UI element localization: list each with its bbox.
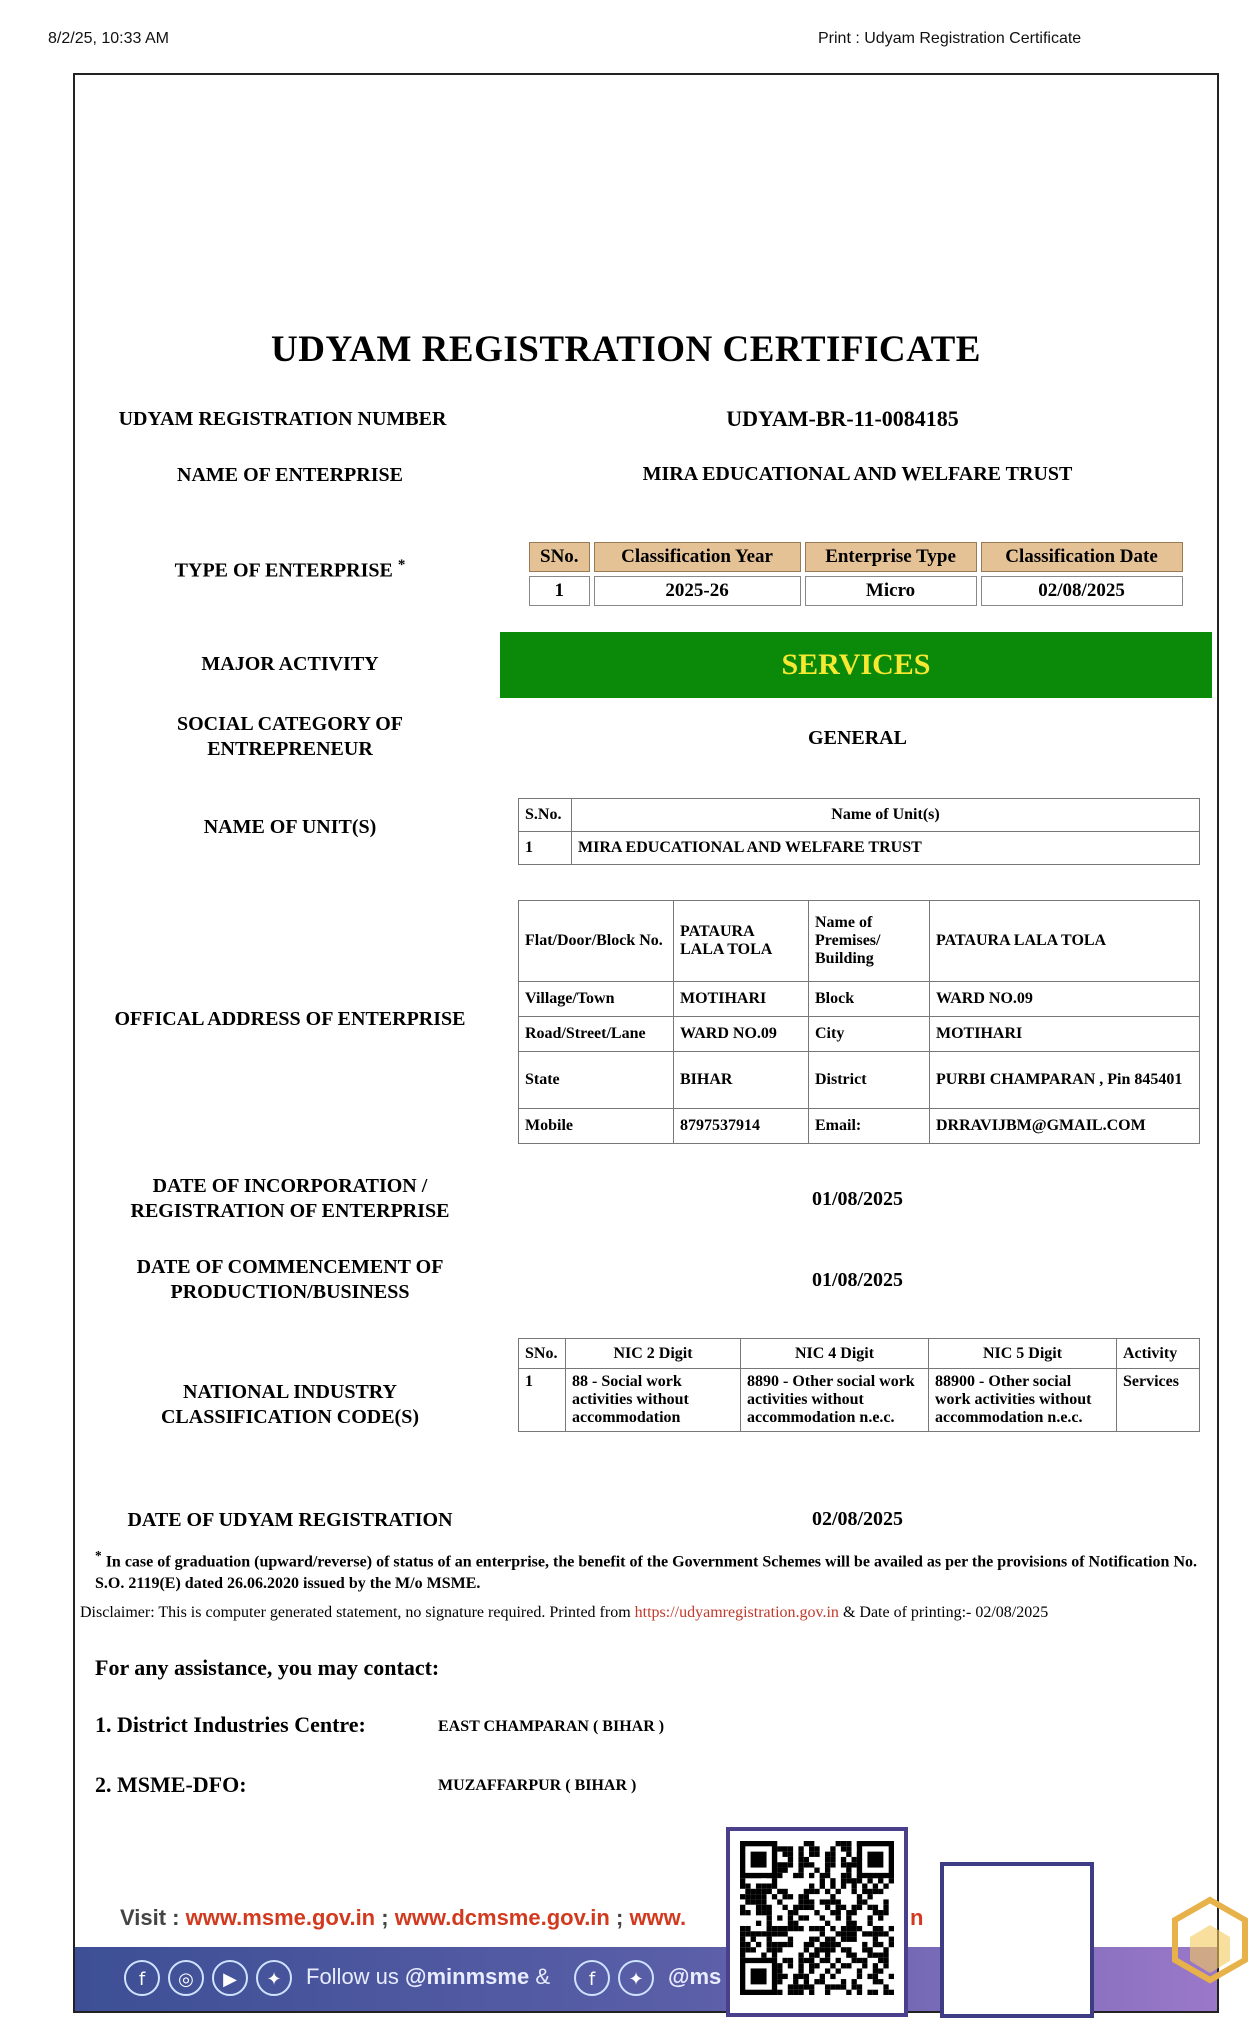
separator: ; (615, 1905, 624, 1930)
udyam-reg-date: 02/08/2025 (811, 1508, 904, 1530)
commencement-label (110, 1255, 470, 1305)
table-cell: 1 (529, 576, 590, 606)
social-category-label-line2: ENTREPRENEUR (207, 738, 373, 760)
separator: ; (381, 1905, 389, 1930)
visit-label: Visit : (120, 1905, 180, 1930)
table-cell: Services (1117, 1369, 1200, 1432)
stamp-box (940, 1862, 1094, 2018)
incorporation-label (110, 1174, 470, 1224)
col-header: Classification Year (594, 542, 801, 572)
commencement-date: 01/08/2025 (811, 1269, 904, 1291)
print-datetime: 8/2/25, 10:33 AM (48, 30, 169, 47)
units-table (518, 798, 1200, 865)
major-activity-banner: SERVICES (500, 632, 1212, 698)
col-header: S.No. (519, 799, 572, 832)
incorporation-label-line2: REGISTRATION OF ENTERPRISE (130, 1200, 450, 1222)
nic-label (110, 1380, 470, 1430)
major-activity-label: MAJOR ACTIVITY (201, 653, 379, 675)
assistance-heading: For any assistance, you may contact: (95, 1655, 440, 1680)
address-key: Road/Street/Lane (519, 1017, 674, 1052)
visit-links (120, 1905, 686, 1931)
enterprise-type-label-text: TYPE OF ENTERPRISE (174, 559, 393, 582)
asterisk-mark: * (95, 1548, 102, 1563)
disclaimer-date: & Date of printing:- 02/08/2025 (842, 1604, 1049, 1621)
twitter-icon[interactable]: ✦ (618, 1960, 654, 1996)
enterprise-type-label (110, 553, 470, 584)
address-key: Name of Premises/ Building (809, 901, 930, 982)
disclaimer (80, 1604, 1048, 1622)
table-cell: 8890 - Other social work activities without accommodation n.e.c. (741, 1369, 929, 1432)
address-value: 8797537914 (674, 1109, 809, 1144)
units-label: NAME OF UNIT(S) (203, 816, 377, 838)
qr-code-icon (740, 1841, 894, 1995)
classification-table (525, 538, 1187, 610)
nic-table (518, 1338, 1200, 1432)
second-handle-partial[interactable]: @ms (668, 1964, 722, 1989)
address-value: DRRAVIJBM@GMAIL.COM (930, 1109, 1200, 1144)
graduation-footnote (95, 1545, 1197, 1595)
table-cell: Micro (805, 576, 977, 606)
reg-number-label: UDYAM REGISTRATION NUMBER (118, 408, 447, 430)
table-cell: 88 - Social work activities without accommodation (566, 1369, 741, 1432)
dcmsme-url[interactable]: www.dcmsme.gov.in (394, 1905, 610, 1930)
reg-number-value: UDYAM-BR-11-0084185 (726, 406, 959, 431)
address-key: Village/Town (519, 982, 674, 1017)
third-url-partial[interactable]: www. (629, 1905, 687, 1930)
table-cell: 1 (519, 1369, 566, 1432)
social-category-label (110, 712, 470, 762)
youtube-icon[interactable]: ▶ (212, 1960, 248, 1996)
udyam-reg-date-label: DATE OF UDYAM REGISTRATION (127, 1509, 453, 1531)
col-header: Activity (1117, 1339, 1200, 1369)
msme-dfo-value: MUZAFFARPUR ( BIHAR ) (438, 1777, 637, 1794)
enterprise-name-label: NAME OF ENTERPRISE (177, 464, 403, 486)
commencement-label-line2: PRODUCTION/BUSINESS (170, 1281, 410, 1303)
asterisk-mark: * (397, 557, 406, 573)
msme-dfo-label: 2. MSME-DFO: (95, 1772, 247, 1797)
dic-label: 1. District Industries Centre: (95, 1712, 366, 1737)
incorporation-date: 01/08/2025 (811, 1188, 904, 1210)
address-value: PATAURA LALA TOLA (674, 901, 809, 982)
address-key: City (809, 1017, 930, 1052)
social-category-value: GENERAL (808, 727, 907, 749)
msme-url[interactable]: www.msme.gov.in (185, 1905, 376, 1930)
address-value: MOTIHARI (930, 1017, 1200, 1052)
col-header: SNo. (529, 542, 590, 572)
col-header: Classification Date (981, 542, 1183, 572)
address-key: Email: (809, 1109, 930, 1144)
col-header: SNo. (519, 1339, 566, 1369)
commencement-label-line1: DATE OF COMMENCEMENT OF (136, 1256, 444, 1278)
col-header: NIC 2 Digit (566, 1339, 741, 1369)
twitter-icon[interactable]: ✦ (256, 1960, 292, 1996)
address-label: OFFICAL ADDRESS OF ENTERPRISE (114, 1008, 466, 1030)
udyam-portal-link[interactable]: https://udyamregistration.gov.in (634, 1604, 839, 1621)
nic-label-line2: CLASSIFICATION CODE(S) (160, 1406, 419, 1428)
col-header: Name of Unit(s) (572, 799, 1200, 832)
table-cell: 88900 - Other social work activities without accommodation n.e.c. (929, 1369, 1117, 1432)
address-value: PURBI CHAMPARAN , Pin 845401 (930, 1052, 1200, 1109)
facebook-icon[interactable]: f (124, 1960, 160, 1996)
address-value: WARD NO.09 (674, 1017, 809, 1052)
incorporation-label-line1: DATE OF INCORPORATION / (152, 1175, 428, 1197)
table-cell: 2025-26 (594, 576, 801, 606)
instagram-icon[interactable]: ◎ (168, 1960, 204, 1996)
table-cell: 02/08/2025 (981, 576, 1183, 606)
follow-label: Follow us (306, 1964, 399, 1989)
third-url-tail (910, 1905, 923, 1931)
address-key: State (519, 1052, 674, 1109)
facebook-icon[interactable]: f (574, 1960, 610, 1996)
address-value: BIHAR (674, 1052, 809, 1109)
address-key: Block (809, 982, 930, 1017)
footnote-text: In case of graduation (upward/reverse) of status of an enterprise, the benefit of the Government Schemes will be availed as per the provisions of Notification No. S.O. 2119(E) dated 26.06.2020 issued by the M/o MSME. (95, 1553, 1197, 1593)
address-value: PATAURA LALA TOLA (930, 901, 1200, 982)
address-key: District (809, 1052, 930, 1109)
dic-value: EAST CHAMPARAN ( BIHAR ) (438, 1718, 665, 1735)
hexagon-decoration-icon (1170, 1895, 1250, 2005)
address-value: MOTIHARI (674, 982, 809, 1017)
address-key: Flat/Door/Block No. (519, 901, 674, 982)
nic-label-line1: NATIONAL INDUSTRY (183, 1381, 397, 1403)
col-header: NIC 4 Digit (741, 1339, 929, 1369)
qr-code (726, 1827, 908, 2017)
print-page-title: Print : Udyam Registration Certificate (818, 30, 1082, 47)
address-key: Mobile (519, 1109, 674, 1144)
table-cell: 1 (519, 832, 572, 865)
certificate-title: UDYAM REGISTRATION CERTIFICATE (271, 329, 981, 370)
follow-us-text (306, 1964, 550, 1990)
minmsme-handle[interactable]: @minmsme (405, 1964, 530, 1989)
third-url-tail-text: n (910, 1905, 924, 1930)
enterprise-name-value: MIRA EDUCATIONAL AND WELFARE TRUST (642, 463, 1073, 485)
table-cell: MIRA EDUCATIONAL AND WELFARE TRUST (572, 832, 1200, 865)
col-header: Enterprise Type (805, 542, 977, 572)
address-value: WARD NO.09 (930, 982, 1200, 1017)
social-category-label-line1: SOCIAL CATEGORY OF (177, 713, 403, 735)
address-table (518, 900, 1200, 1144)
amp: & (535, 1964, 551, 1989)
disclaimer-text: Disclaimer: This is computer generated statement, no signature required. Printed from (80, 1604, 631, 1621)
col-header: NIC 5 Digit (929, 1339, 1117, 1369)
